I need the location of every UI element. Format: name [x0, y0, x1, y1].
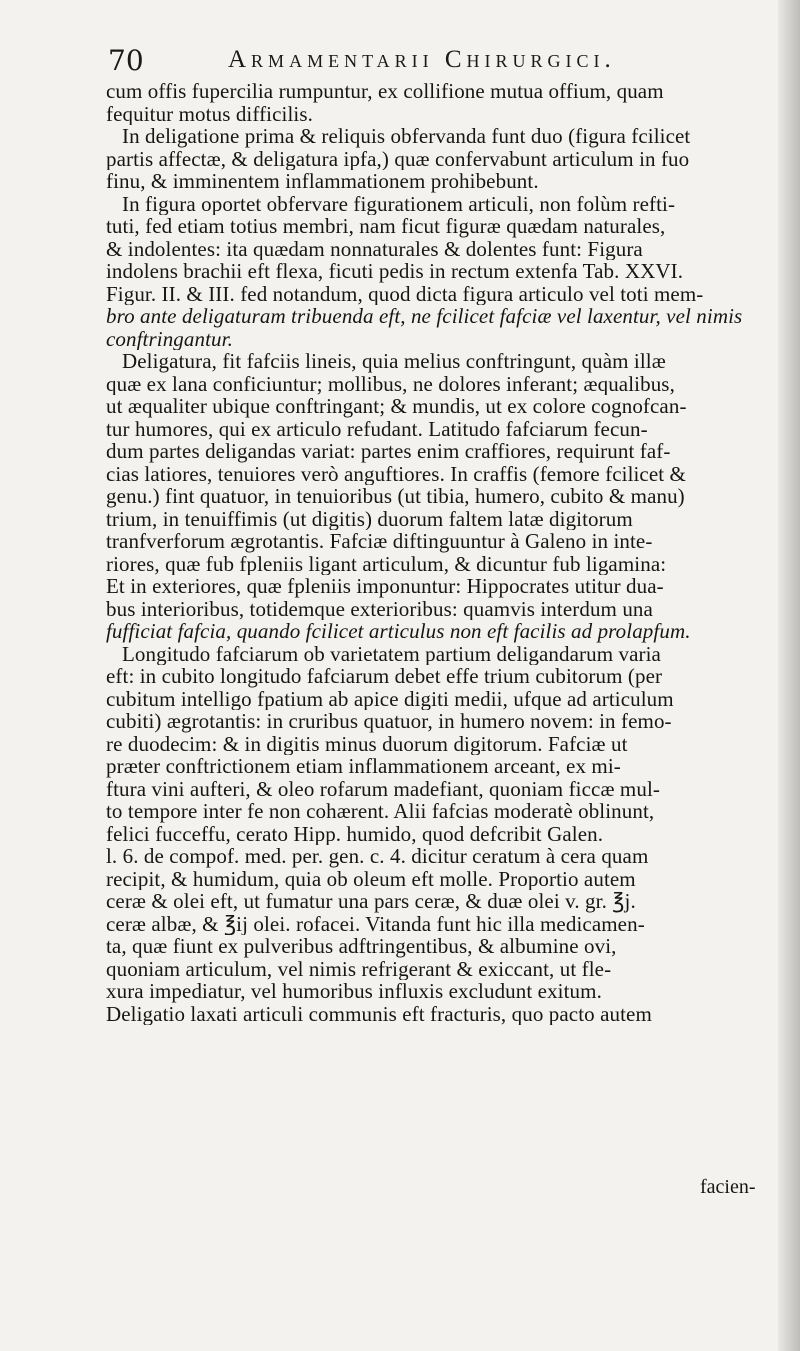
text-line: tur humores, qui ex articulo refudant. Latitudo fafciarum fecun- — [106, 417, 648, 440]
body-text — [106, 80, 766, 1025]
text-line: to tempore inter fe non cohærent. Alii fafcias moderatè oblinunt, — [106, 800, 655, 823]
text-line: Et in exteriores, quæ fpleniis imponuntur: Hippocrates utitur dua- — [106, 575, 664, 598]
text-line: conftringantur. — [106, 327, 233, 350]
text-line: indolens brachii eft flexa, ficuti pedis in rectum extenfa Tab. XXVI. — [106, 260, 684, 283]
text-line: ceræ albæ, & ℥ij olei. rofacei. Vitanda funt hic illa medicamen- — [106, 912, 645, 935]
text-line: cubitum intelligo fpatium ab apice digiti medii, ufque ad articulum — [106, 687, 674, 710]
text-line: felici fucceffu, cerato Hipp. humido, quod defcribit Galen. — [106, 822, 604, 845]
text-line: & indolentes: ita quædam nonnaturales & dolentes funt: Figura — [106, 237, 643, 260]
text-line: genu.) fint quatuor, in tenuioribus (ut tibia, humero, cubito & manu) — [106, 485, 685, 508]
text-line: Deligatio laxati articuli communis eft fracturis, quo pacto autem — [106, 1002, 652, 1025]
text-line: In deligatione prima & reliquis obfervanda funt duo (figura fcilicet — [122, 125, 691, 148]
text-line: riores, quæ fub fpleniis ligant articulum, & dicuntur fub ligamina: — [106, 552, 667, 575]
text-line: l. 6. de compof. med. per. gen. c. 4. dicitur ceratum à cera quam — [106, 845, 649, 868]
text-line: ceræ & olei eft, ut fumatur una pars ceræ, & duæ olei v. gr. ℥j. — [106, 890, 636, 913]
text-line: fufficiat fafcia, quando fcilicet articulus non eft facilis ad prolapfum. — [106, 620, 691, 643]
text-line: bus interioribus, totidemque exterioribus: quamvis interdum una — [106, 597, 653, 620]
text-line: Deligatura, fit fafciis lineis, quia melius conftringunt, quàm illæ — [122, 350, 666, 373]
text-line: partis affectæ, & deligatura ipfa,) quæ confervabunt articulum in fuo — [106, 147, 690, 170]
text-line: Longitudo fafciarum ob varietatem partium deligandarum varia — [122, 642, 661, 665]
text-line: Figur. II. & III. fed notandum, quod dicta figura articulo vel toti mem- — [106, 282, 704, 305]
text-line: cias latiores, tenuiores verò anguftiores. In craffis (femore fcilicet & — [106, 462, 686, 485]
text-line: dum partes deligandas variat: partes enim craffiores, requirunt faf- — [106, 440, 671, 463]
text-line: ta, quæ fiunt ex pulveribus adftringentibus, & albumine ovi, — [106, 935, 617, 958]
text-line: xura impediatur, vel humoribus influxis excludunt exitum. — [106, 980, 602, 1003]
text-line: quoniam articulum, vel nimis refrigerant & exiccant, ut fle- — [106, 957, 612, 980]
text-line: ut æqualiter ubique conftringant; & mundis, ut ex colore cognofcan- — [106, 395, 687, 418]
text-line: recipit, & humidum, quia ob oleum eft molle. Proportio autem — [106, 867, 636, 890]
text-line: quæ ex lana conficiuntur; mollibus, ne dolores inferant; æqualibus, — [106, 372, 675, 395]
page-edge-shadow — [778, 0, 800, 1351]
catchword: facien- — [700, 1176, 756, 1198]
page-header — [108, 44, 748, 78]
text-line: ftura vini aufteri, & oleo rofarum madefiant, quoniam ficcæ mul- — [106, 777, 660, 800]
text-line: fequitur motus difficilis. — [106, 102, 313, 125]
text-line: bro ante deligaturam tribuenda eft, ne fcilicet fafciæ vel laxentur, vel nimis — [106, 305, 743, 328]
page-number: 70 — [108, 44, 144, 77]
text-line: re duodecim: & in digitis minus duorum digitorum. Fafciæ ut — [106, 732, 628, 755]
text-line: finu, & imminentem inflammationem prohibebunt. — [106, 170, 539, 193]
text-line: tuti, fed etiam totius membri, nam ficut figuræ quædam naturales, — [106, 215, 666, 238]
running-title: Armamentarii Chirurgici. — [228, 46, 616, 73]
text-line: cum offis fupercilia rumpuntur, ex collifione mutua offium, quam — [106, 80, 664, 103]
text-line: præter conftrictionem etiam inflammationem arceant, ex mi- — [106, 755, 621, 778]
text-line: eft: in cubito longitudo fafciarum debet effe trium cubitorum (per — [106, 665, 663, 688]
text-line: tranfverforum ægrotantis. Fafciæ diftinguuntur à Galeno in inte- — [106, 530, 653, 553]
text-line: cubiti) ægrotantis: in cruribus quatuor, in humero novem: in femo- — [106, 710, 672, 733]
text-line: trium, in tenuiffimis (ut digitis) duorum faltem latæ digitorum — [106, 507, 633, 530]
text-line: In figura oportet obfervare figurationem articuli, non folùm refti- — [122, 192, 676, 215]
